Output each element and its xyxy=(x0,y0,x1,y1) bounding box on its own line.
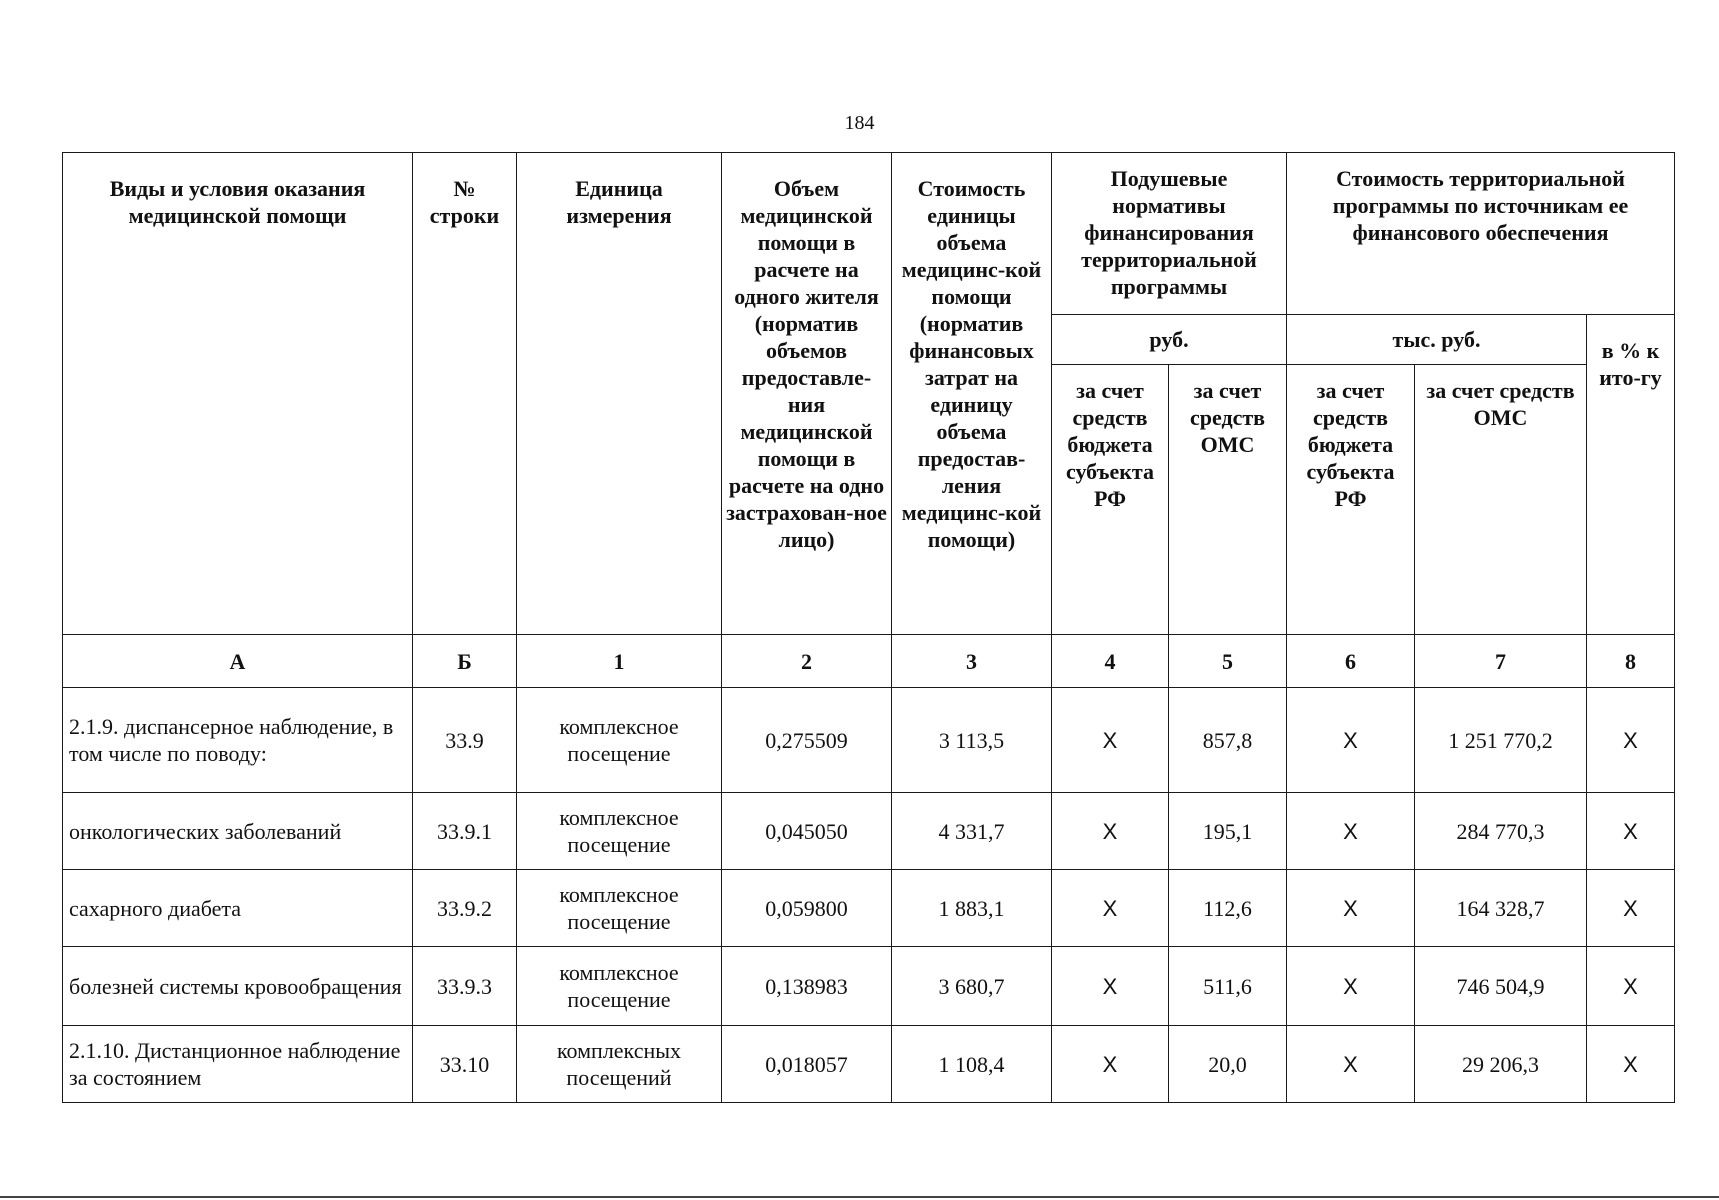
row-oms-rub: 20,0 xyxy=(1169,1026,1287,1103)
row-oms-rub: 195,1 xyxy=(1169,793,1287,870)
row-regional-budget-rub: X xyxy=(1052,947,1169,1026)
row-volume: 0,045050 xyxy=(722,793,892,870)
row-unit: комплексное посещение xyxy=(517,947,722,1026)
row-volume: 0,059800 xyxy=(722,870,892,947)
row-regional-budget-rub: X xyxy=(1052,688,1169,793)
header-row-top xyxy=(63,153,1675,315)
table-row xyxy=(63,870,1675,947)
row-name: 2.1.10. Дистанционное наблюдение за состоянием xyxy=(63,1026,413,1103)
row-oms-thousand: 746 504,9 xyxy=(1415,947,1587,1026)
header-percent-of-total: в % к ито-гу xyxy=(1587,315,1675,635)
row-volume: 0,018057 xyxy=(722,1026,892,1103)
row-unit-cost: 3 113,5 xyxy=(892,688,1052,793)
row-regional-budget-rub: X xyxy=(1052,793,1169,870)
header-line-number: № строки xyxy=(413,153,517,635)
row-oms-rub: 112,6 xyxy=(1169,870,1287,947)
column-number: 7 xyxy=(1415,635,1587,688)
column-number: А xyxy=(63,635,413,688)
header-program-cost: Стоимость территориальной программы по источникам ее финансового обеспечения xyxy=(1287,153,1675,315)
row-regional-budget-rub: X xyxy=(1052,870,1169,947)
column-number: 5 xyxy=(1169,635,1287,688)
row-name: сахарного диабета xyxy=(63,870,413,947)
column-number: Б xyxy=(413,635,517,688)
row-regional-budget-thousand: X xyxy=(1287,870,1415,947)
header-unit-cost: Стоимость единицы объема медицинс-кой помощи (норматив финансовых затрат на единицу объема предостав-ления медицинс-кой помощи) xyxy=(892,153,1052,635)
row-line-number: 33.9 xyxy=(413,688,517,793)
row-unit-cost: 4 331,7 xyxy=(892,793,1052,870)
table-row xyxy=(63,688,1675,793)
header-per-capita-standards: Подушевые нормативы финансирования территориальной программы xyxy=(1052,153,1287,315)
row-percent: X xyxy=(1587,793,1675,870)
header-oms-rub: за счет средств ОМС xyxy=(1169,365,1287,635)
row-percent: X xyxy=(1587,688,1675,793)
header-regional-budget-thousand: за счет средств бюджета субъекта РФ xyxy=(1287,365,1415,635)
table-row xyxy=(63,793,1675,870)
column-number: 2 xyxy=(722,635,892,688)
column-number: 3 xyxy=(892,635,1052,688)
row-oms-thousand: 164 328,7 xyxy=(1415,870,1587,947)
row-regional-budget-thousand: X xyxy=(1287,1026,1415,1103)
row-name: онкологических заболеваний xyxy=(63,793,413,870)
row-unit-cost: 3 680,7 xyxy=(892,947,1052,1026)
row-percent: X xyxy=(1587,1026,1675,1103)
header-unit-thousand-rub: тыс. руб. xyxy=(1287,315,1587,365)
row-regional-budget-rub: X xyxy=(1052,1026,1169,1103)
row-volume: 0,275509 xyxy=(722,688,892,793)
row-line-number: 33.9.2 xyxy=(413,870,517,947)
page-number: 184 xyxy=(844,112,875,134)
row-oms-thousand: 284 770,3 xyxy=(1415,793,1587,870)
header-unit-rub: руб. xyxy=(1052,315,1287,365)
column-number: 6 xyxy=(1287,635,1415,688)
row-oms-thousand: 1 251 770,2 xyxy=(1415,688,1587,793)
table-row xyxy=(63,1026,1675,1103)
row-percent: X xyxy=(1587,870,1675,947)
row-oms-thousand: 29 206,3 xyxy=(1415,1026,1587,1103)
row-regional-budget-thousand: X xyxy=(1287,793,1415,870)
header-unit-of-measure: Единица измерения xyxy=(517,153,722,635)
row-regional-budget-thousand: X xyxy=(1287,947,1415,1026)
column-number: 4 xyxy=(1052,635,1169,688)
row-unit: комплексное посещение xyxy=(517,793,722,870)
row-unit-cost: 1 883,1 xyxy=(892,870,1052,947)
row-line-number: 33.9.3 xyxy=(413,947,517,1026)
row-unit: комплексное посещение xyxy=(517,870,722,947)
header-kinds-of-care: Виды и условия оказания медицинской помощи xyxy=(63,153,413,635)
page-bottom-edge xyxy=(0,1196,1719,1198)
header-regional-budget-rub: за счет средств бюджета субъекта РФ xyxy=(1052,365,1169,635)
row-line-number: 33.10 xyxy=(413,1026,517,1103)
column-number: 8 xyxy=(1587,635,1675,688)
row-percent: X xyxy=(1587,947,1675,1026)
row-oms-rub: 857,8 xyxy=(1169,688,1287,793)
row-unit: комплексных посещений xyxy=(517,1026,722,1103)
header-oms-thousand: за счет средств ОМС xyxy=(1415,365,1587,635)
row-line-number: 33.9.1 xyxy=(413,793,517,870)
row-oms-rub: 511,6 xyxy=(1169,947,1287,1026)
financing-table xyxy=(62,152,1675,1103)
table-row xyxy=(63,947,1675,1026)
column-number: 1 xyxy=(517,635,722,688)
row-unit: комплексное посещение xyxy=(517,688,722,793)
row-unit-cost: 1 108,4 xyxy=(892,1026,1052,1103)
column-number-row xyxy=(63,635,1675,688)
row-name: болезней системы кровообращения xyxy=(63,947,413,1026)
row-volume: 0,138983 xyxy=(722,947,892,1026)
header-volume-per-resident: Объем медицинской помощи в расчете на одного жителя (норматив объемов предоставле-ния медицинской помощи в расчете на одно застрахован-ное лицо) xyxy=(722,153,892,635)
row-name: 2.1.9. диспансерное наблюдение, в том числе по поводу: xyxy=(63,688,413,793)
row-regional-budget-thousand: X xyxy=(1287,688,1415,793)
